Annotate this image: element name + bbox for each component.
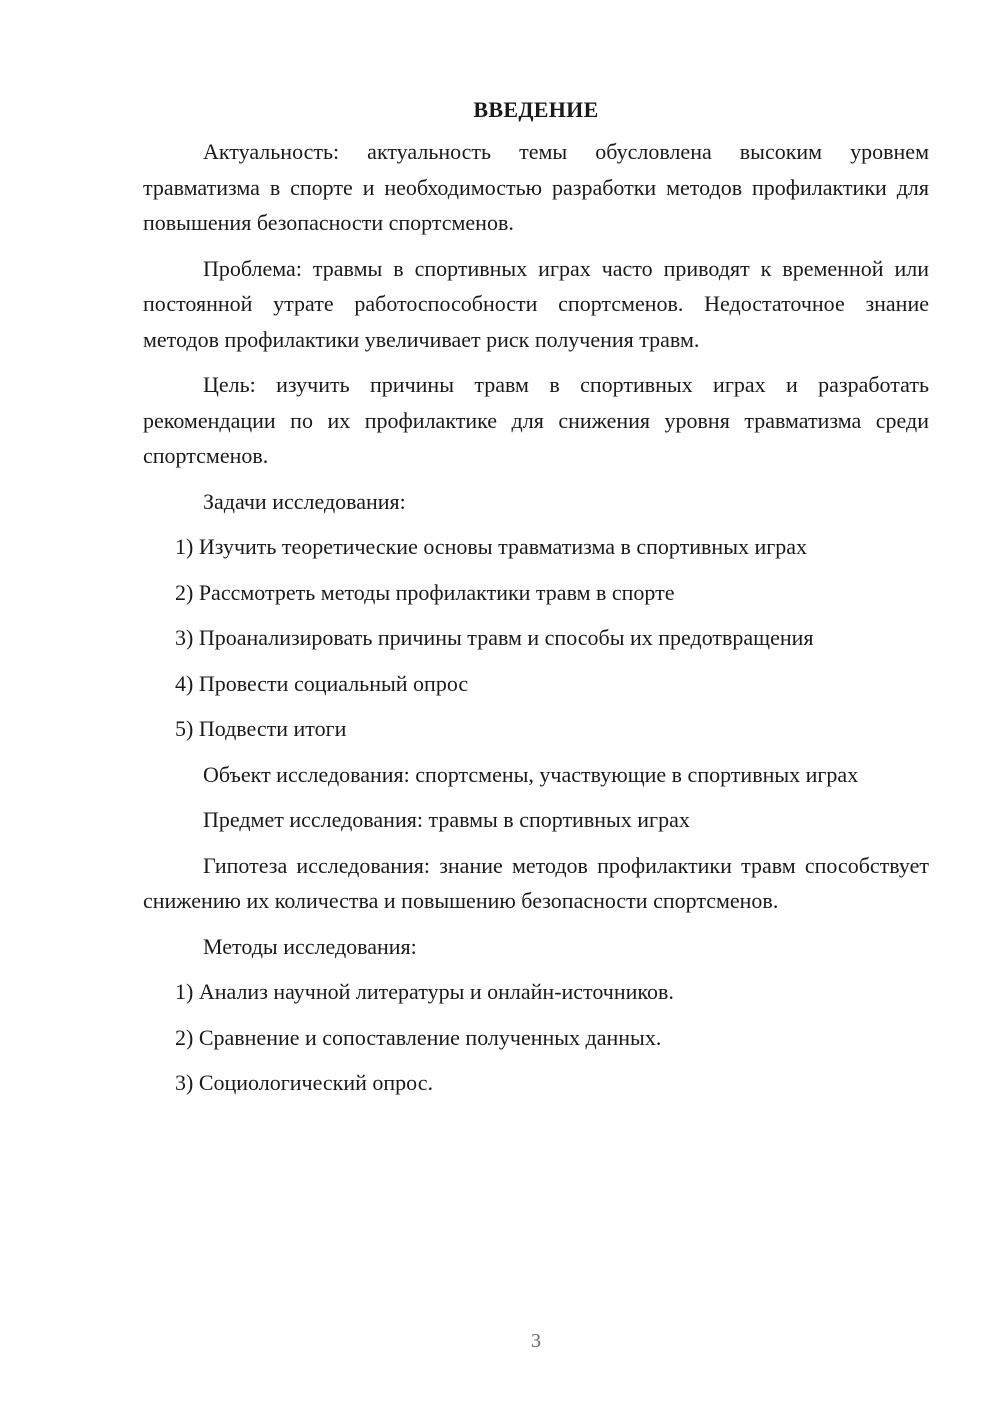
list-item: 3) Проанализировать причины травм и способы их предотвращения [175,625,814,650]
document-title: ВВЕДЕНИЕ [473,97,599,122]
list-item: 5) Подвести итоги [175,716,347,741]
document-page [143,92,929,1111]
object-paragraph: Объект исследования: спортсмены, участвующие в спортивных играх [203,761,859,787]
page-number: 3 [531,1330,541,1352]
list-item: 3) Социологический опрос. [175,1070,433,1095]
methods-heading: Методы исследования: [203,933,417,959]
relevance-paragraph: Актуальность: актуальность темы обусловлена высоким уровнем травматизма в спорте и необходимостью разработки методов профилактики для повышения безопасности спортсменов. [143,139,929,235]
list-item: 2) Рассмотреть методы профилактики травм в спорте [175,579,675,605]
goal-paragraph: Цель: изучить причины травм в спортивных играх и разработать рекомендации по их профилактике для снижения уровня травматизма среди спортсменов. [143,372,929,468]
methods-list [143,974,929,1101]
list-item: 4) Провести социальный опрос [175,670,469,696]
subject-paragraph: Предмет исследования: травмы в спортивных играх [203,807,690,832]
list-item: 1) Изучить теоретические основы травматизма в спортивных играх [175,534,808,559]
list-item: 2) Сравнение и сопоставление полученных данных. [175,1024,662,1050]
tasks-heading: Задачи исследования: [203,488,406,514]
list-item: 1) Анализ научной литературы и онлайн-источников. [175,979,674,1004]
tasks-list [143,529,929,747]
hypothesis-paragraph: Гипотеза исследования: знание методов профилактики травм способствует снижению их количества и повышению безопасности спортсменов. [143,852,929,913]
problem-paragraph: Проблема: травмы в спортивных играх часто приводят к временной или постоянной утрате работоспособности спортсменов. Недостаточное знание методов профилактики увеличивает риск получения травм. [143,255,929,352]
